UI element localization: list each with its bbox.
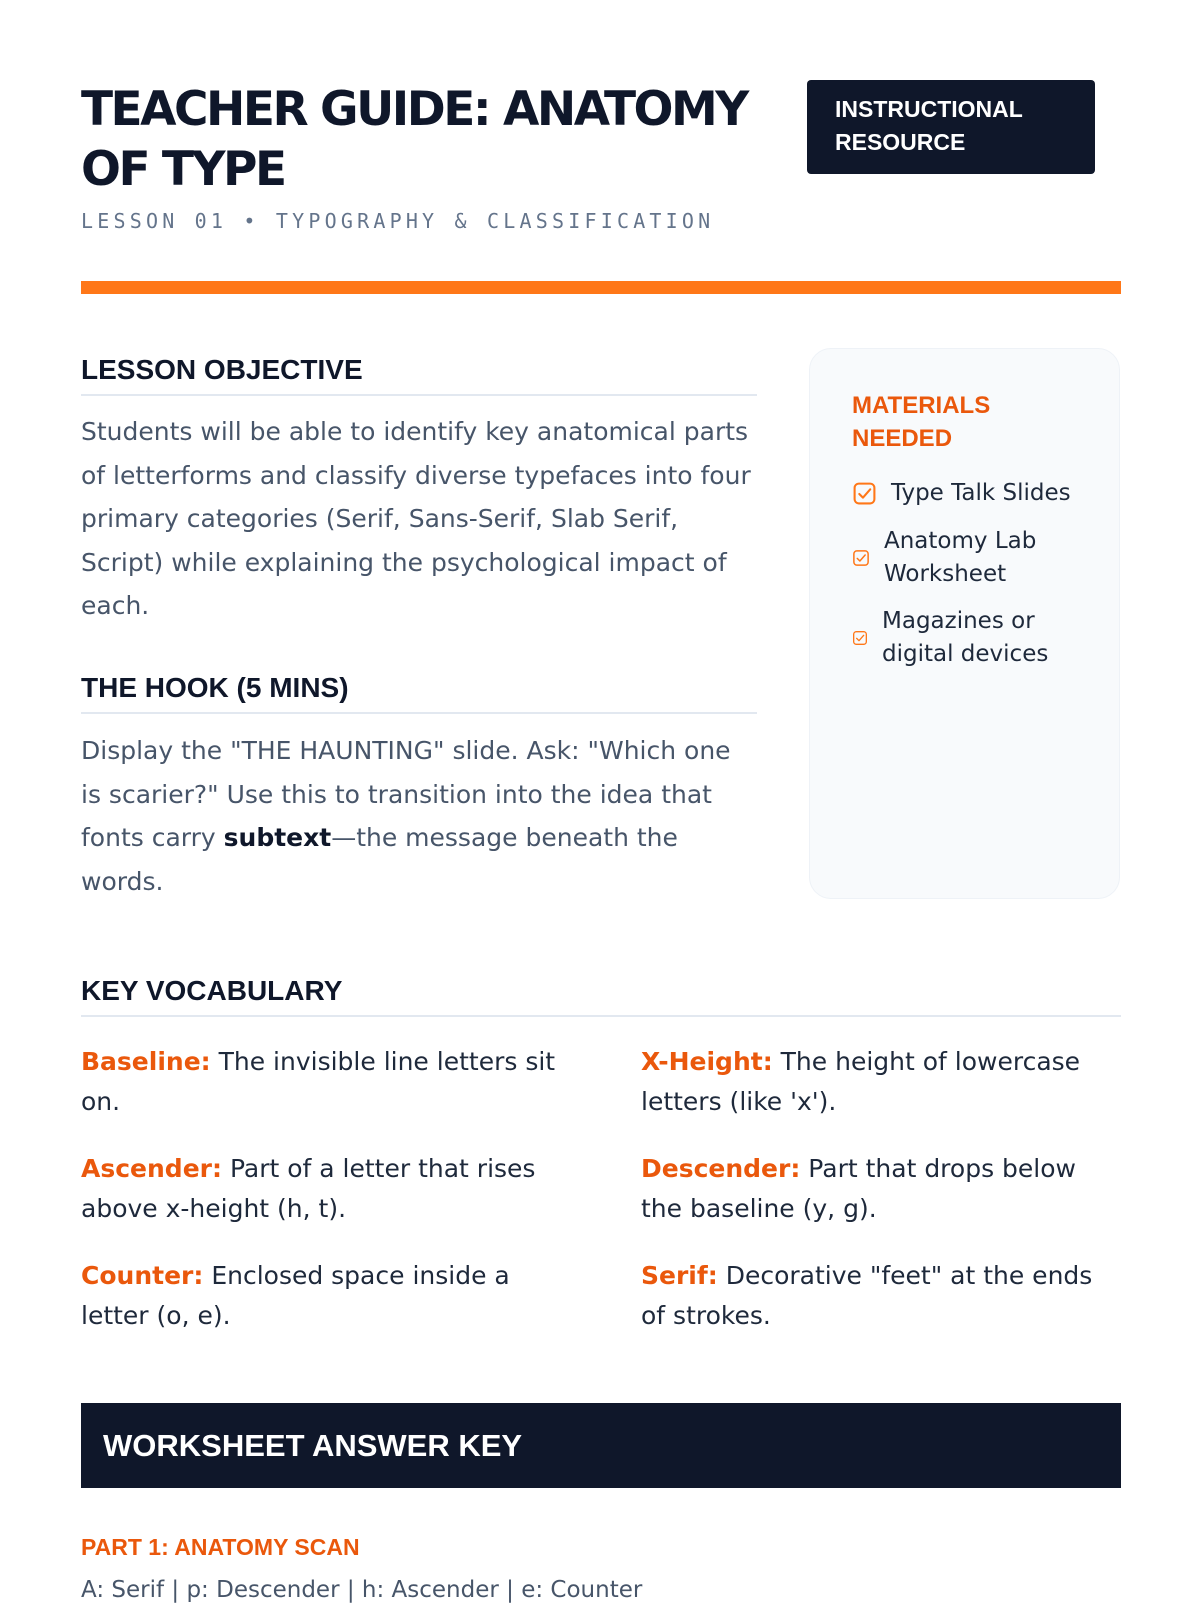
material-label: Magazines or digital devices [882,608,1049,667]
vocab-item [641,1256,1121,1336]
answer-key-heading: WORKSHEET ANSWER KEY [103,1428,523,1463]
vocab-term: Serif: [641,1261,718,1290]
vocab-item [81,1149,561,1229]
material-item [852,477,1071,510]
vocab-item [641,1042,1121,1122]
vocab-definition: Enclosed space inside a letter (o, e). [81,1261,510,1330]
vocab-definition: The height of lowercase letters (like 'x'). [641,1047,1081,1116]
page-title: TEACHER GUIDE: ANATOMY OF TYPE [81,82,747,197]
vocab-term: X-Height: [641,1047,773,1076]
hook-text [81,729,757,903]
vocab-definition: Part of a letter that rises above x-height (h, t). [81,1154,536,1223]
vocab-term: Counter: [81,1261,204,1290]
part1-answers: A: Serif | p: Descender | h: Ascender | e: Counter [81,1577,643,1603]
material-label: Type Talk Slides [891,480,1071,506]
vocab-term: Baseline: [81,1047,211,1076]
material-item [852,605,1072,671]
part1-heading: PART 1: ANATOMY SCAN [81,1534,360,1560]
objective-heading: LESSON OBJECTIVE [81,353,757,396]
vocab-term: Ascender: [81,1154,222,1183]
vocab-term: Descender: [641,1154,801,1183]
accent-divider [81,281,1121,294]
hook-text-end: —the message beneath the words. [81,823,678,896]
materials-heading: MATERIALS NEEDED [852,392,991,452]
vocab-definition: Part that drops below the baseline (y, g). [641,1154,1076,1223]
hook-heading: THE HOOK (5 MINS) [81,671,757,714]
materials-card [809,348,1120,899]
vocab-item [641,1149,1121,1229]
hook-emphasis: subtext [223,823,332,852]
material-item [852,525,1064,591]
checkbox-icon [852,630,868,646]
objective-text: Students will be able to identify key anatomical parts of letterforms and classify diverse typefaces into four primary categories (Serif, Sans-Serif, Slab Serif, Script) while explaining the psychological impact of each. [81,417,751,620]
checkbox-icon [852,481,877,506]
vocab-item [81,1256,561,1336]
hook-text-intro: Display the "THE HAUNTING" slide. Ask: "Which one is scarier?" Use this to transition into the idea that fonts carry [81,736,731,852]
vocab-definition: Decorative "feet" at the ends of strokes. [641,1261,1093,1330]
material-label: Anatomy Lab Worksheet [884,528,1037,587]
answer-key-banner [81,1403,1121,1488]
lesson-subtitle: LESSON 01 • TYPOGRAPHY & CLASSIFICATION [81,209,715,233]
vocab-item [81,1042,561,1122]
vocabulary-heading: KEY VOCABULARY [81,974,1121,1017]
vocab-definition: The invisible line letters sit on. [81,1047,556,1116]
checkbox-icon [852,549,870,567]
resource-badge: INSTRUCTIONAL RESOURCE [807,80,1095,174]
